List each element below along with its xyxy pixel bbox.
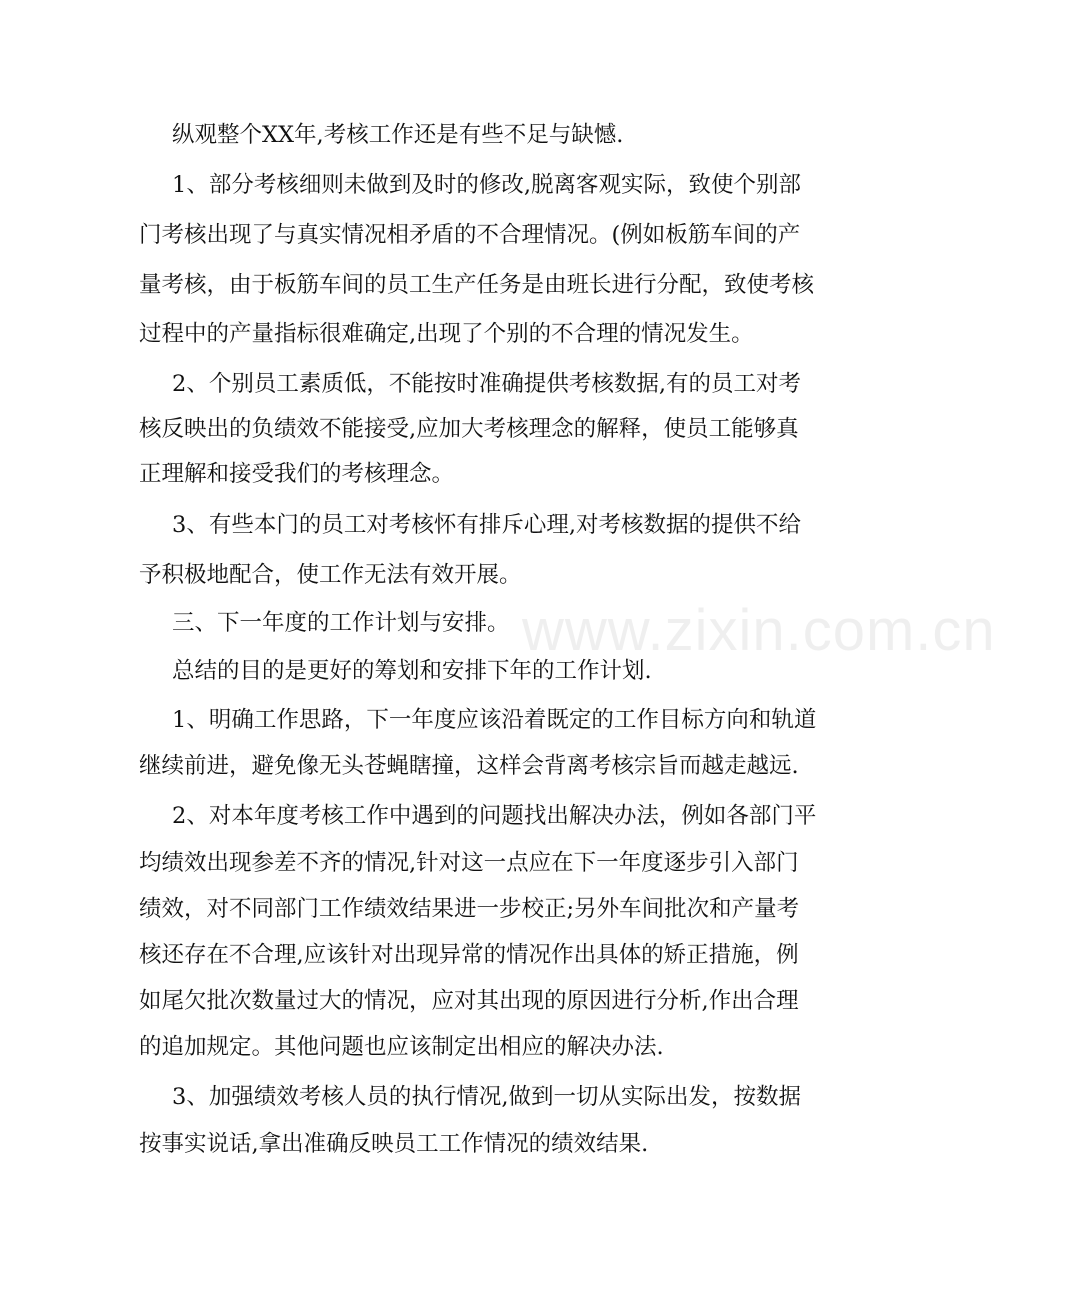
text-line: 过程中的产量指标很难确定,出现了个别的不合理的情况发生。 — [139, 321, 754, 347]
text-line: 总结的目的是更好的筹划和安排下年的工作计划. — [172, 658, 652, 684]
text-line: 3、加强绩效考核人员的执行情况,做到一切从实际出发，按数据 — [172, 1084, 801, 1110]
watermark-text: www.zixin.com.cn — [522, 598, 996, 663]
text-line: 2、对本年度考核工作中遇到的问题找出解决办法，例如各部门平 — [172, 803, 817, 829]
text-line: 的追加规定。其他问题也应该制定出相应的解决办法. — [139, 1034, 664, 1060]
text-line: 3、有些本门的员工对考核怀有排斥心理,对考核数据的提供不给 — [172, 512, 801, 538]
text-line: 量考核，由于板筋车间的员工生产任务是由班长进行分配，致使考核 — [139, 272, 815, 298]
text-line: 纵观整个XX年,考核工作还是有些不足与缺憾. — [172, 122, 624, 148]
text-line: 1、明确工作思路，下一年度应该沿着既定的工作目标方向和轨道 — [172, 707, 817, 733]
text-line: 核反映出的负绩效不能接受,应加大考核理念的解释，使员工能够真 — [139, 416, 799, 442]
text-line: 如尾欠批次数量过大的情况，应对其出现的原因进行分析,作出合理 — [139, 988, 799, 1014]
text-line: 核还存在不合理,应该针对出现异常的情况作出具体的矫正措施，例 — [139, 942, 799, 968]
text-line: 1、部分考核细则未做到及时的修改,脱离客观实际，致使个别部 — [172, 172, 801, 198]
text-line: 按事实说话,拿出准确反映员工工作情况的绩效结果. — [139, 1131, 649, 1157]
text-line: 绩效，对不同部门工作绩效结果进一步校正;另外车间批次和产量考 — [139, 896, 800, 922]
text-line: 门考核出现了与真实情况相矛盾的不合理情况。(例如板筋车间的产 — [139, 222, 801, 248]
text-line: 继续前进，避免像无头苍蝇瞎撞，这样会背离考核宗旨而越走越远. — [139, 753, 799, 779]
text-line: 予积极地配合，使工作无法有效开展。 — [139, 562, 522, 588]
text-line: 正理解和接受我们的考核理念。 — [139, 461, 455, 487]
text-line: 均绩效出现参差不齐的情况,针对这一点应在下一年度逐步引入部门 — [139, 850, 799, 876]
text-line: 2、个别员工素质低，不能按时准确提供考核数据,有的员工对考 — [172, 371, 801, 397]
text-line: 三、下一年度的工作计划与安排。 — [172, 610, 510, 636]
